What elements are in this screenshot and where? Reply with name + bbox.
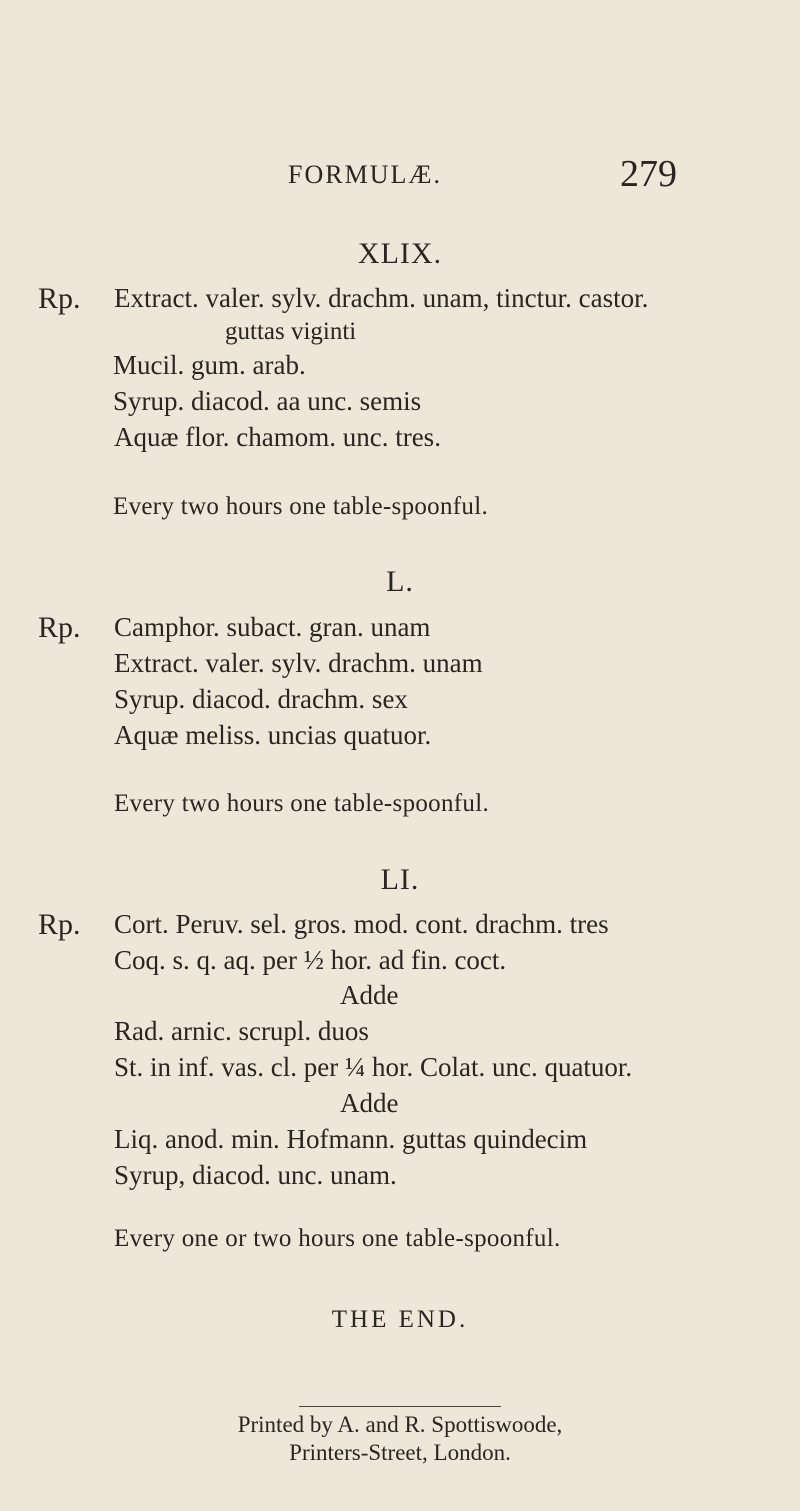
recipe-line: Extract. valer. sylv. drachm. unam [114, 648, 483, 678]
section-title: L. [386, 565, 414, 598]
recipe-line: Syrup. diacod. drachm. sex [114, 684, 408, 714]
imprint-line-2: Printers-Street, London. [289, 1440, 511, 1465]
divider-rule [299, 1406, 501, 1407]
recipe-line: Adde [340, 1088, 399, 1118]
page-header [0, 153, 800, 200]
recipe-mark: Rp. [38, 908, 81, 941]
imprint-line-1: Printed by A. and R. Spottiswoode, [237, 1412, 563, 1437]
dosage-instruction: Every one or two hours one table-spoonful. [114, 1225, 561, 1252]
recipe-line: Coq. s. q. aq. per ½ hor. ad fin. coct. [114, 945, 507, 975]
end-text: THE END. [331, 1306, 469, 1333]
recipe-line: St. in inf. vas. cl. per ¼ hor. Colat. unc. quatuor. [114, 1052, 633, 1082]
recipe-line: Liq. anod. min. Hofmann. guttas quindecim [114, 1124, 588, 1154]
recipe-line: Mucil. gum. arab. [113, 350, 306, 380]
recipe-line: Rad. arnic. scrupl. duos [114, 1016, 369, 1046]
recipe-line: Camphor. subact. gran. unam [114, 612, 431, 642]
recipe-line: Syrup, diacod. unc. unam. [114, 1160, 397, 1190]
section-title: XLIX. [357, 237, 443, 270]
recipe-line: Syrup. diacod. aa unc. semis [113, 386, 422, 416]
running-title: FORMULÆ. [288, 160, 442, 189]
section-title: LI. [380, 863, 420, 896]
dosage-instruction: Every two hours one table-spoonful. [113, 493, 489, 520]
recipe-line: Adde [340, 980, 399, 1010]
recipe-mark: Rp. [38, 611, 81, 644]
recipe-mark: Rp. [38, 282, 81, 315]
recipe-line: Aquæ flor. chamom. unc. tres. [114, 422, 441, 452]
dosage-instruction: Every two hours one table-spoonful. [114, 790, 490, 817]
recipe-line: Extract. valer. sylv. drachm. unam, tinctur. castor. [114, 283, 649, 313]
recipe-line: Cort. Peruv. sel. gros. mod. cont. drachm. tres [114, 909, 609, 939]
recipe-line: Aquæ meliss. uncias quatuor. [114, 720, 432, 750]
page-number: 279 [620, 153, 677, 195]
recipe-line: guttas viginti [225, 318, 357, 345]
